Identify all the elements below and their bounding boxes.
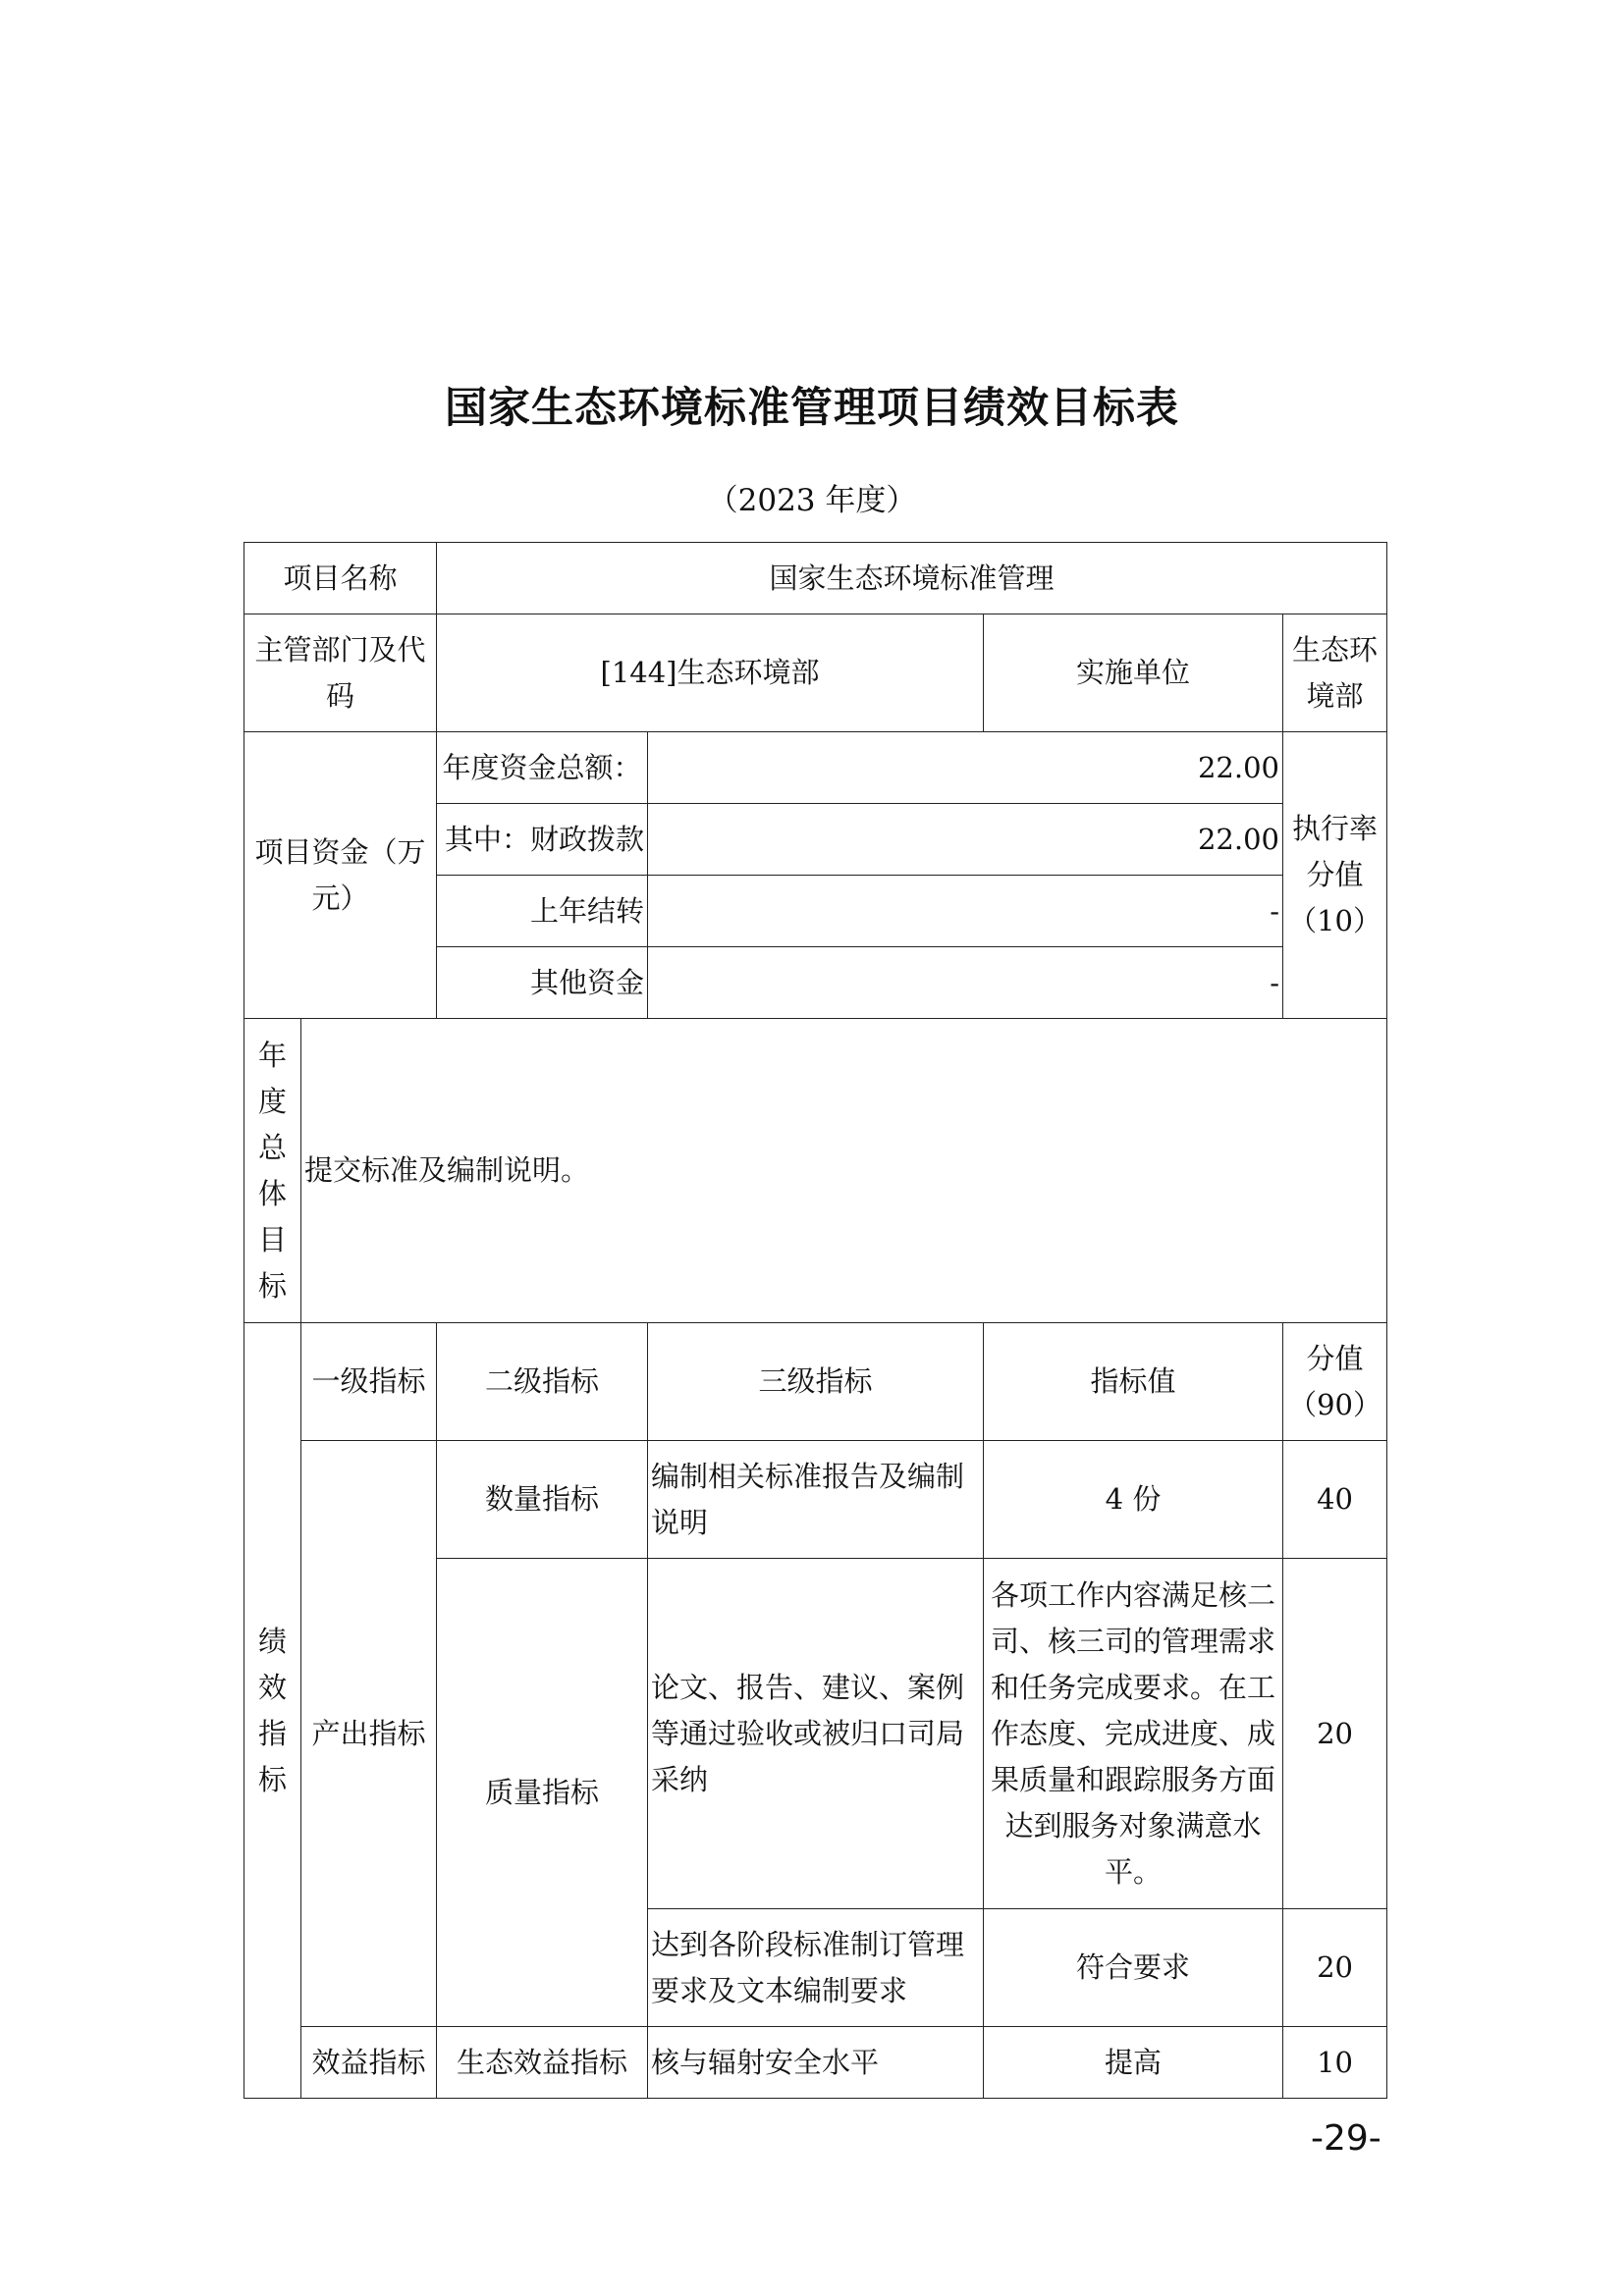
project-name-value: 国家生态环境标准管理 [437,543,1387,614]
funds-other-label: 其他资金 [437,947,648,1019]
department-row [244,614,1387,732]
project-name-label: 项目名称 [244,543,437,614]
benefit-row [244,2027,1387,2099]
quality-indicator-score-1: 20 [1283,1559,1387,1909]
header-level2: 二级指标 [437,1323,648,1441]
output-indicator-label: 产出指标 [301,1441,437,2027]
eco-benefit-value: 提高 [984,2027,1283,2099]
annual-goal-row [244,1019,1387,1323]
quality-indicator-item-1: 论文、报告、建议、案例等通过验收或被归口司局采纳 [648,1559,984,1909]
annual-goal-label: 年度总体目标 [244,1019,301,1323]
header-level1: 一级指标 [301,1323,437,1441]
performance-indicators-label: 绩效指标 [244,1323,301,2099]
annual-goal-text: 提交标准及编制说明。 [301,1019,1387,1323]
funds-label: 项目资金（万元） [244,732,437,1019]
funds-carryover-label: 上年结转 [437,876,648,947]
quality-indicator-label: 质量指标 [437,1559,648,2027]
performance-table [244,542,1387,2099]
benefit-indicator-label: 效益指标 [301,2027,437,2099]
department-label: 主管部门及代码 [244,614,437,732]
header-score: 分值（90） [1283,1323,1387,1441]
project-name-row [244,543,1387,614]
implementing-unit-value: 生态环境部 [1283,614,1387,732]
funds-fiscal-label: 其中：财政拨款 [437,804,648,876]
quantity-indicator-item: 编制相关标准报告及编制说明 [648,1441,984,1559]
funds-carryover-value: - [648,876,1283,947]
page-subtitle: （2023 年度） [707,483,917,518]
quality-indicator-item-2: 达到各阶段标准制订管理要求及文本编制要求 [648,1909,984,2027]
quantity-indicator-label: 数量指标 [437,1441,648,1559]
funds-total-label: 年度资金总额： [437,732,648,804]
funds-fiscal-value: 22.00 [648,804,1283,876]
page-title: 国家生态环境标准管理项目绩效目标表 [445,384,1179,433]
quality-indicator-value-1: 各项工作内容满足核二司、核三司的管理需求和任务完成要求。在工作态度、完成进度、成果质量和跟踪服务方面达到服务对象满意水平。 [984,1559,1283,1909]
execution-rate-score-label: 执行率分值（10） [1283,732,1387,1019]
header-level3: 三级指标 [648,1323,984,1441]
funds-total-value: 22.00 [648,732,1283,804]
department-value: [144]生态环境部 [437,614,984,732]
quality-indicator-score-2: 20 [1283,1909,1387,2027]
quality-indicator-value-2: 符合要求 [984,1909,1283,2027]
page-number: -29- [1311,2118,1381,2159]
implementing-unit-label: 实施单位 [984,614,1283,732]
eco-benefit-score: 10 [1283,2027,1387,2099]
quantity-row [244,1441,1387,1559]
eco-benefit-label: 生态效益指标 [437,2027,648,2099]
eco-benefit-item: 核与辐射安全水平 [648,2027,984,2099]
funds-total-row [244,732,1387,804]
quantity-indicator-score: 40 [1283,1441,1387,1559]
header-value: 指标值 [984,1323,1283,1441]
indicator-header-row [244,1323,1387,1441]
funds-other-value: - [648,947,1283,1019]
quantity-indicator-value: 4 份 [984,1441,1283,1559]
